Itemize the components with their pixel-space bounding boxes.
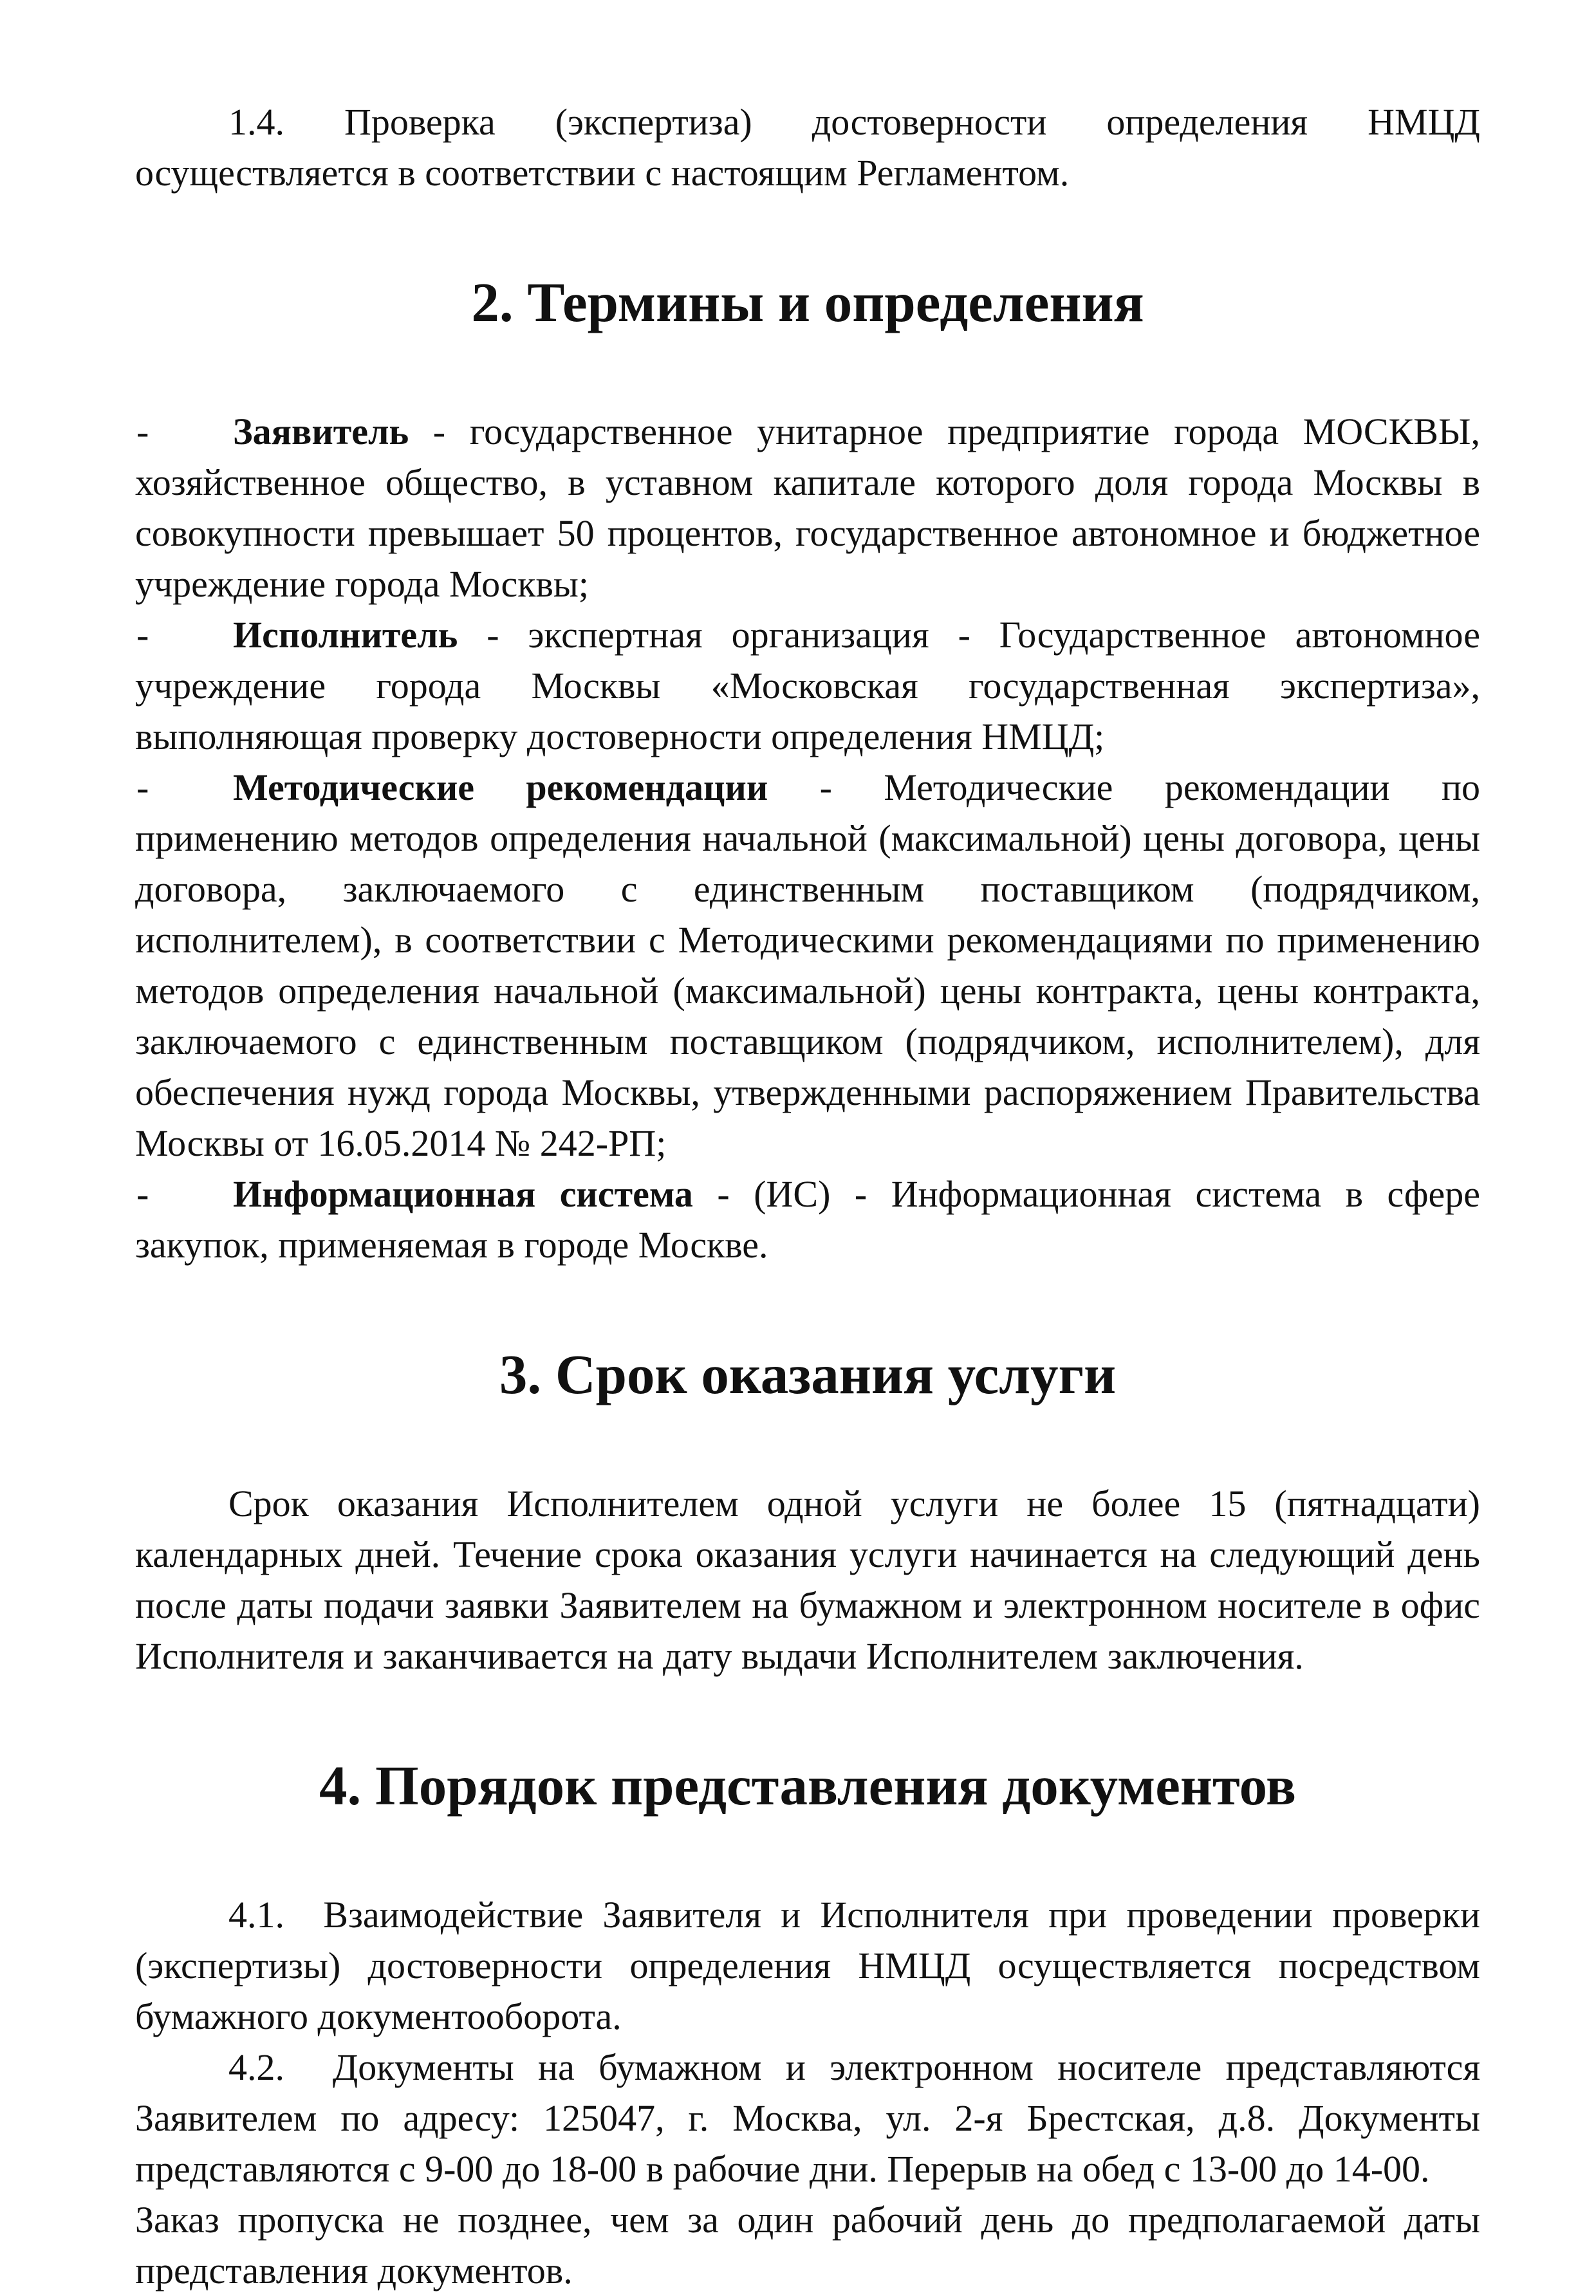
term-name: Методические рекомендации: [233, 766, 768, 808]
bullet-dash: -: [136, 766, 149, 808]
paragraph-pass-order: Заказ пропуска не позднее, чем за один рабочий день до предполагаемой даты представления документов.: [135, 2199, 1480, 2291]
term-name: Информационная система: [233, 1173, 693, 1215]
paragraph-4-1: 4.1. Взаимодействие Заявителя и Исполнителя при проведении проверки (экспертизы) достоверности определения НМЦД осуществляется посредством бумажного документооборота.: [135, 1894, 1490, 2037]
spacer: [135, 1811, 1480, 1889]
bullet-dash: -: [136, 411, 149, 452]
spacer: [135, 1681, 1480, 1760]
term-name: Заявитель: [233, 411, 409, 452]
spacer: [135, 1400, 1480, 1478]
paragraph-4-2: 4.2. Документы на бумажном и электронном носителе представляются Заявителем по адресу: 125047, г. Москва, ул. 2-я Брестская, д.8. Документы представляются с 9-00 до 18-00 в рабочие дни. Перерыв на обед с 13-00 до 14-00.: [135, 2046, 1490, 2190]
spacer: [135, 328, 1480, 406]
term-definition: - экспертная организация - Государственное автономное учреждение города Москвы «Московская государственная экспертиза», выполняющая проверку достоверности определения НМЦД;: [135, 614, 1480, 757]
term-definition: - государственное унитарное предприятие города МОСКВЫ, хозяйственное общество, в уставном капитале которого доля города Москвы в совокупности превышает 50 процентов, государственное автономное и бюджетное учреждение города Москвы;: [135, 411, 1480, 605]
paragraph-1-4: 1.4. Проверка (экспертиза) достоверности определения НМЦД осуществляется в соответствии с настоящим Регламентом.: [135, 101, 1480, 194]
term-item-methodical-recommendations: [135, 762, 1480, 1169]
term-definition: - Методические рекомендации по применению методов определения начальной (максимальной) цены договора, цены договора, заключаемого с единственным поставщиком (подрядчиком, исполнителем), в соответствии с Методическими рекомендациями по применению методов определения начальной (максимальной) цены контракта, цены контракта, заключаемого с единственным поставщиком (подрядчиком, исполнителем), для обеспечения нужд города Москвы, утвержденными распоряжением Правительства Москвы от 16.05.2014 № 242-РП;: [135, 766, 1480, 1164]
term-item-applicant: [135, 406, 1480, 609]
term-item-executor: [135, 609, 1480, 762]
term-item-information-system: [135, 1169, 1480, 1270]
document-page: [135, 97, 1490, 2296]
section-2-heading: 2. Термины и определения: [471, 271, 1144, 333]
term-definition: - (ИС) - Информационная система в сфере закупок, применяемая в городе Москве.: [135, 1173, 1480, 1266]
term-name: Исполнитель: [233, 614, 458, 656]
service-term-paragraph: Срок оказания Исполнителем одной услуги не более 15 (пятнадцати) календарных дней. Течение срока оказания услуги начинается на следующий день после даты подачи заявки Заявителем на бумажном и электронном носителе в офис Исполнителя и заканчивается на дату выдачи Исполнителем заключения.: [135, 1483, 1480, 1677]
spacer: [135, 1270, 1480, 1349]
section-4-heading: 4. Порядок представления документов: [319, 1754, 1296, 1817]
spacer: [135, 198, 1480, 277]
section-3-heading: 3. Срок оказания услуги: [499, 1343, 1117, 1405]
bullet-dash: -: [136, 1173, 149, 1215]
bullet-dash: -: [136, 614, 149, 656]
